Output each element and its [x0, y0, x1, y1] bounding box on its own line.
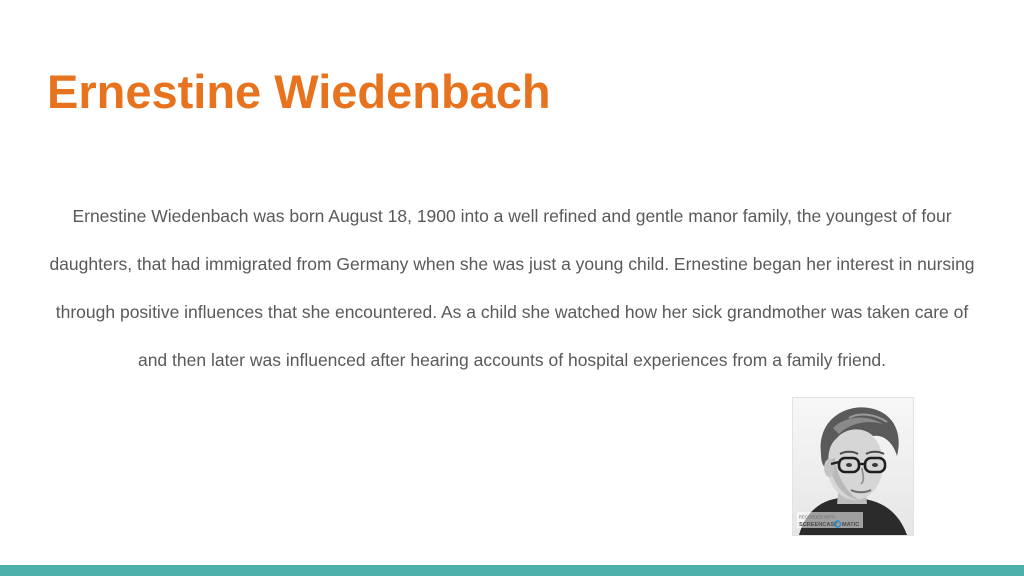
svg-text:RECORDED WITH: RECORDED WITH [799, 514, 835, 520]
portrait-photo [792, 397, 914, 536]
slide-title: Ernestine Wiedenbach [47, 65, 551, 118]
accent-bar [0, 565, 1024, 576]
svg-text:MATIC: MATIC [842, 522, 860, 528]
slide-body-text: Ernestine Wiedenbach was born August 18, 1900 into a well refined and gentle manor family, the youngest of four daughters, that had immigrated from Germany when she was just a young child. Ernestine began her interest in nursing through positive influences that she encountered. As a child she watched how her sick grandmother was taken care of and then later was influenced after hearing accounts of hospital experiences from a family friend. [49, 206, 975, 370]
svg-text:SCREENCAST: SCREENCAST [799, 522, 838, 528]
portrait-image [793, 398, 913, 535]
